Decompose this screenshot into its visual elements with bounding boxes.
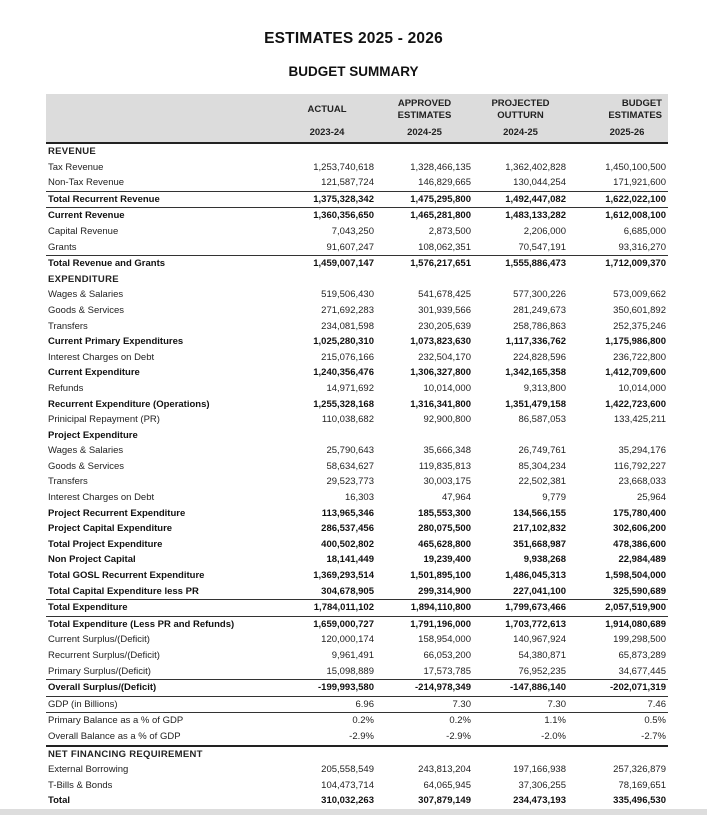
cell-projected-2024-25 <box>473 143 568 160</box>
section-header-row <box>46 746 668 763</box>
table-row <box>46 208 668 224</box>
cell-approved-2024-25: 17,573,785 <box>423 665 471 677</box>
cell-projected-2024-25: -147,886,140 <box>473 680 568 697</box>
cell-projected-2024-25: 140,967,924 <box>513 634 566 646</box>
header-blank <box>46 124 278 143</box>
section-header-row <box>46 272 668 288</box>
table-row <box>46 191 668 208</box>
cell-projected-2024-25: 1,799,673,466 <box>473 600 568 617</box>
table-row <box>46 160 668 176</box>
cell-actual-2023-24: 1,375,328,342 <box>278 191 376 208</box>
col-header-budget: BUDGET ESTIMATES <box>568 94 668 124</box>
cell-budget-2025-26: 6,685,000 <box>623 225 666 237</box>
table-row <box>46 632 668 648</box>
table-row <box>46 696 668 713</box>
cell-projected-2024-25: 7.30 <box>473 696 568 713</box>
cell-approved-2024-25: 299,314,900 <box>418 585 471 597</box>
cell-projected-2024-25: 1.1% <box>473 713 568 729</box>
table-row <box>46 664 668 680</box>
col-period-actual: 2023-24 <box>278 124 376 143</box>
table-row <box>46 365 668 381</box>
cell-budget-2025-26: 236,722,800 <box>613 351 666 363</box>
row-label: Overall Surplus/(Deficit) <box>46 680 278 697</box>
table-row <box>46 240 668 256</box>
row-label: Non-Tax Revenue <box>48 177 125 189</box>
cell-actual-2023-24: 7,043,250 <box>331 225 374 237</box>
cell-approved-2024-25: 108,062,351 <box>418 241 471 253</box>
cell-projected-2024-25: 134,566,155 <box>513 507 566 519</box>
cell-projected-2024-25: 1,492,447,082 <box>473 191 568 208</box>
table-row <box>46 287 668 303</box>
table-row <box>46 412 668 428</box>
cell-budget-2025-26: -2.7% <box>641 730 666 742</box>
cell-actual-2023-24: 1,253,740,618 <box>313 161 374 173</box>
cell-projected-2024-25: 1,362,402,828 <box>505 161 566 173</box>
cell-approved-2024-25: 2,873,500 <box>428 225 471 237</box>
cell-approved-2024-25: 19,239,400 <box>423 554 471 566</box>
cell-budget-2025-26: 0.5% <box>568 713 668 729</box>
cell-actual-2023-24: -2.9% <box>349 730 374 742</box>
cell-actual-2023-24: 104,473,714 <box>321 779 374 791</box>
cell-actual-2023-24: -199,993,580 <box>278 680 376 697</box>
table-row <box>46 600 668 617</box>
cell-projected-2024-25: 9,779 <box>542 492 566 504</box>
cell-projected-2024-25: 9,938,268 <box>523 554 566 566</box>
cell-projected-2024-25: 130,044,254 <box>513 177 566 189</box>
row-label: Capital Revenue <box>48 225 119 237</box>
cell-budget-2025-26: 478,386,600 <box>613 538 666 550</box>
cell-budget-2025-26: 1,422,723,600 <box>605 398 666 410</box>
cell-budget-2025-26: 2,057,519,900 <box>568 600 668 617</box>
cell-approved-2024-25: 66,053,200 <box>423 650 471 661</box>
table-row <box>46 334 668 350</box>
row-label: Tax Revenue <box>48 161 104 173</box>
cell-approved-2024-25: 465,628,800 <box>418 538 471 550</box>
cell-budget-2025-26: 1,175,986,800 <box>605 336 666 348</box>
cell-budget-2025-26: 34,677,445 <box>618 665 666 677</box>
col-header-projected: PROJECTED OUTTURN <box>473 94 568 124</box>
cell-approved-2024-25: 232,504,170 <box>418 351 471 363</box>
cell-approved-2024-25 <box>376 272 473 288</box>
cell-budget-2025-26: 302,606,200 <box>613 523 666 535</box>
cell-approved-2024-25: 1,501,895,100 <box>410 570 471 582</box>
cell-projected-2024-25: 70,547,191 <box>518 241 566 253</box>
row-label: External Borrowing <box>48 764 129 776</box>
cell-budget-2025-26: 1,622,022,100 <box>568 191 668 208</box>
table-row <box>46 506 668 522</box>
table-body <box>46 143 668 809</box>
cell-actual-2023-24: 121,587,724 <box>321 177 374 189</box>
row-label: Primary Surplus/(Deficit) <box>48 665 151 677</box>
row-label: Wages & Salaries <box>48 445 124 457</box>
cell-approved-2024-25 <box>376 746 473 763</box>
cell-budget-2025-26: 257,326,879 <box>613 764 666 776</box>
cell-approved-2024-25: 10,014,000 <box>423 382 471 394</box>
table-row <box>46 224 668 240</box>
document-subtitle: BUDGET SUMMARY <box>288 64 419 79</box>
cell-budget-2025-26: 175,780,400 <box>613 507 666 519</box>
cell-approved-2024-25: 1,475,295,800 <box>376 191 473 208</box>
cell-approved-2024-25: 243,813,204 <box>418 764 471 776</box>
cell-actual-2023-24: 120,000,174 <box>321 634 374 646</box>
row-label: Interest Charges on Debt <box>48 492 155 504</box>
table-row <box>46 537 668 553</box>
cell-budget-2025-26 <box>568 428 668 444</box>
header-blank <box>46 94 278 124</box>
row-label: Project Capital Expenditure <box>48 523 173 535</box>
row-label: REVENUE <box>48 146 97 157</box>
cell-approved-2024-25: 158,954,000 <box>418 634 471 646</box>
row-label: Grants <box>48 241 77 253</box>
cell-projected-2024-25: 1,351,479,158 <box>505 398 566 410</box>
table-row <box>46 303 668 319</box>
cell-approved-2024-25: 1,306,327,800 <box>410 367 471 379</box>
cell-approved-2024-25: 1,465,281,800 <box>376 208 473 224</box>
table-row <box>46 521 668 537</box>
cell-budget-2025-26 <box>568 143 668 160</box>
cell-budget-2025-26: 22,984,489 <box>618 554 666 566</box>
cell-actual-2023-24: 1,369,293,514 <box>313 570 374 582</box>
table-row <box>46 490 668 506</box>
row-label: Prinicipal Repayment (PR) <box>48 414 160 426</box>
cell-budget-2025-26: 1,598,504,000 <box>605 570 666 582</box>
document-title: ESTIMATES 2025 - 2026 <box>264 30 443 47</box>
row-label: T-Bills & Bonds <box>48 779 113 791</box>
table-row <box>46 175 668 191</box>
row-label: Current Primary Expenditures <box>48 336 184 348</box>
col-period-approved: 2024-25 <box>376 124 473 143</box>
cell-actual-2023-24: 1,255,328,168 <box>313 398 374 410</box>
table-row <box>46 397 668 413</box>
cell-actual-2023-24: 1,025,280,310 <box>313 336 374 348</box>
row-label: Goods & Services <box>48 460 125 472</box>
cell-approved-2024-25: 280,075,500 <box>418 523 471 535</box>
cell-approved-2024-25: -214,978,349 <box>376 680 473 697</box>
cell-approved-2024-25 <box>376 143 473 160</box>
cell-actual-2023-24: 0.2% <box>278 713 376 729</box>
row-label: Current Surplus/(Deficit) <box>48 634 150 646</box>
table-row <box>46 680 668 697</box>
cell-actual-2023-24: 1,240,356,476 <box>313 367 374 379</box>
cell-approved-2024-25: 47,964 <box>441 492 471 504</box>
cell-projected-2024-25: 22,502,381 <box>518 476 566 488</box>
cell-projected-2024-25: 351,668,987 <box>513 538 566 550</box>
cell-projected-2024-25: 85,304,234 <box>518 460 566 472</box>
row-label: Total Project Expenditure <box>48 538 163 550</box>
cell-budget-2025-26: 1,914,080,689 <box>568 616 668 632</box>
table-row <box>46 443 668 459</box>
row-label: Interest Charges on Debt <box>48 351 155 363</box>
cell-budget-2025-26: 325,590,689 <box>613 585 666 597</box>
cell-approved-2024-25: 146,829,665 <box>418 177 471 189</box>
cell-budget-2025-26: 93,316,270 <box>618 241 666 253</box>
cell-budget-2025-26: 133,425,211 <box>613 414 666 426</box>
cell-budget-2025-26 <box>568 746 668 763</box>
row-label: Transfers <box>48 320 88 332</box>
cell-budget-2025-26: 1,450,100,500 <box>605 161 666 173</box>
cell-actual-2023-24: 16,303 <box>344 492 374 504</box>
cell-budget-2025-26: 65,873,289 <box>618 650 666 661</box>
cell-actual-2023-24: 304,678,905 <box>321 585 374 597</box>
cell-actual-2023-24: 9,961,491 <box>331 650 374 661</box>
table-row <box>46 778 668 794</box>
cell-approved-2024-25: 64,065,945 <box>423 779 471 791</box>
cell-budget-2025-26: 1,612,008,100 <box>568 208 668 224</box>
cell-approved-2024-25: 541,678,425 <box>418 289 471 301</box>
cell-budget-2025-26: 1,712,009,370 <box>568 256 668 272</box>
cell-approved-2024-25: 1,576,217,651 <box>376 256 473 272</box>
table-row <box>46 319 668 335</box>
cell-actual-2023-24: 1,459,007,147 <box>278 256 376 272</box>
row-label: Total <box>48 795 70 807</box>
col-period-budget: 2025-26 <box>568 124 668 143</box>
cell-actual-2023-24: 215,076,166 <box>321 351 374 363</box>
cell-actual-2023-24: 286,537,456 <box>321 523 374 535</box>
row-label: EXPENDITURE <box>48 273 119 285</box>
row-label: Non Project Capital <box>48 554 136 566</box>
cell-projected-2024-25: 227,041,100 <box>513 585 566 597</box>
cell-actual-2023-24 <box>278 428 376 444</box>
cell-projected-2024-25: 281,249,673 <box>513 304 566 316</box>
cell-actual-2023-24: 205,558,549 <box>321 764 374 776</box>
cell-budget-2025-26 <box>568 272 668 288</box>
cell-projected-2024-25: 9,313,800 <box>523 382 566 394</box>
cell-actual-2023-24: 110,038,682 <box>321 414 374 426</box>
cell-actual-2023-24: 519,506,430 <box>321 289 374 301</box>
cell-projected-2024-25: 234,473,193 <box>513 795 566 807</box>
col-header-approved: APPROVED ESTIMATES <box>376 94 473 124</box>
cell-approved-2024-25: 1,791,196,000 <box>376 616 473 632</box>
cell-approved-2024-25: 185,553,300 <box>418 507 471 519</box>
cell-projected-2024-25: -2.0% <box>541 730 566 742</box>
row-label: Total Recurrent Revenue <box>46 191 278 208</box>
cell-projected-2024-25: 2,206,000 <box>523 225 566 237</box>
cell-budget-2025-26: 35,294,176 <box>618 445 666 457</box>
row-label: Project Recurrent Expenditure <box>48 507 186 519</box>
cell-approved-2024-25: 1,316,341,800 <box>410 398 471 410</box>
row-label: Recurrent Expenditure (Operations) <box>48 398 210 410</box>
cell-projected-2024-25: 1,555,886,473 <box>473 256 568 272</box>
cell-actual-2023-24: 234,081,598 <box>321 320 374 332</box>
cell-actual-2023-24: 15,098,889 <box>326 665 374 677</box>
cell-projected-2024-25: 577,300,226 <box>513 289 566 301</box>
cell-budget-2025-26: 350,601,892 <box>613 304 666 316</box>
cell-projected-2024-25: 76,952,235 <box>518 665 566 677</box>
table-row <box>46 713 668 729</box>
col-period-projected: 2024-25 <box>473 124 568 143</box>
cell-projected-2024-25 <box>473 272 568 288</box>
cell-actual-2023-24: 271,692,283 <box>321 304 374 316</box>
table-row <box>46 381 668 397</box>
cell-projected-2024-25 <box>473 746 568 763</box>
row-label: Total Capital Expenditure less PR <box>48 585 199 597</box>
row-label: Recurrent Surplus/(Deficit) <box>48 650 160 661</box>
cell-actual-2023-24: 14,971,692 <box>326 382 374 394</box>
row-label: Total Revenue and Grants <box>46 256 278 272</box>
page-bottom-edge <box>0 809 707 815</box>
table-row <box>46 793 668 809</box>
cell-projected-2024-25: 224,828,596 <box>513 351 566 363</box>
cell-projected-2024-25: 1,483,133,282 <box>473 208 568 224</box>
table-row <box>46 729 668 746</box>
table-row <box>46 459 668 475</box>
cell-actual-2023-24: 1,659,000,727 <box>278 616 376 632</box>
cell-approved-2024-25: 1,328,466,135 <box>410 161 471 173</box>
cell-budget-2025-26: -202,071,319 <box>568 680 668 697</box>
cell-actual-2023-24: 29,523,773 <box>326 476 374 488</box>
cell-approved-2024-25: 7.30 <box>376 696 473 713</box>
cell-approved-2024-25: 307,879,149 <box>418 795 471 807</box>
row-label: Total GOSL Recurrent Expenditure <box>48 570 205 582</box>
table-row <box>46 762 668 778</box>
cell-actual-2023-24 <box>278 143 376 160</box>
cell-budget-2025-26: 199,298,500 <box>613 634 666 646</box>
cell-projected-2024-25 <box>473 428 568 444</box>
cell-budget-2025-26: 1,412,709,600 <box>605 367 666 379</box>
table-row <box>46 428 668 444</box>
cell-actual-2023-24 <box>278 272 376 288</box>
cell-projected-2024-25: 1,342,165,358 <box>505 367 566 379</box>
cell-approved-2024-25: 119,835,813 <box>418 460 471 472</box>
cell-actual-2023-24: 113,965,346 <box>321 507 374 519</box>
cell-actual-2023-24: 1,784,011,102 <box>278 600 376 617</box>
cell-budget-2025-26: 25,964 <box>636 492 666 504</box>
cell-actual-2023-24: 310,032,263 <box>321 795 374 807</box>
cell-budget-2025-26: 116,792,227 <box>613 460 666 472</box>
cell-projected-2024-25: 86,587,053 <box>518 414 566 426</box>
cell-projected-2024-25: 197,166,938 <box>513 764 566 776</box>
cell-projected-2024-25: 26,749,761 <box>518 445 566 457</box>
table-row <box>46 584 668 600</box>
cell-projected-2024-25: 1,703,772,613 <box>473 616 568 632</box>
cell-approved-2024-25: 30,003,175 <box>423 476 471 488</box>
cell-actual-2023-24: 91,607,247 <box>326 241 374 253</box>
budget-summary-table <box>46 94 668 809</box>
cell-budget-2025-26: 7.46 <box>568 696 668 713</box>
cell-budget-2025-26: 23,668,033 <box>618 476 666 488</box>
row-label: Wages & Salaries <box>48 289 124 301</box>
cell-approved-2024-25: -2.9% <box>446 730 471 742</box>
cell-approved-2024-25: 1,073,823,630 <box>410 336 471 348</box>
cell-actual-2023-24: 400,502,802 <box>321 538 374 550</box>
cell-actual-2023-24: 6.96 <box>278 696 376 713</box>
row-label: Overall Balance as a % of GDP <box>48 730 181 742</box>
cell-budget-2025-26: 573,009,662 <box>613 289 666 301</box>
row-label: Current Expenditure <box>48 367 140 379</box>
table-header <box>46 94 668 143</box>
table-row <box>46 552 668 568</box>
cell-actual-2023-24: 25,790,643 <box>326 445 374 457</box>
cell-projected-2024-25: 258,786,863 <box>513 320 566 332</box>
cell-actual-2023-24: 58,634,627 <box>326 460 374 472</box>
table-row <box>46 648 668 664</box>
row-label: GDP (in Billions) <box>46 696 278 713</box>
cell-approved-2024-25: 1,894,110,800 <box>376 600 473 617</box>
cell-budget-2025-26: 252,375,246 <box>613 320 666 332</box>
table-row <box>46 616 668 632</box>
row-label: Total Expenditure (Less PR and Refunds) <box>46 616 278 632</box>
table-row <box>46 350 668 366</box>
cell-budget-2025-26: 335,496,530 <box>613 795 666 807</box>
col-header-actual: ACTUAL <box>278 94 376 124</box>
cell-projected-2024-25: 1,486,045,313 <box>505 570 566 582</box>
row-label: NET FINANCING REQUIREMENT <box>46 746 278 763</box>
cell-approved-2024-25: 301,939,566 <box>418 304 471 316</box>
cell-projected-2024-25: 1,117,336,762 <box>505 336 566 348</box>
cell-actual-2023-24 <box>278 746 376 763</box>
table-row <box>46 256 668 272</box>
row-label: Project Expenditure <box>48 429 138 441</box>
row-label: Goods & Services <box>48 304 125 316</box>
table-row <box>46 474 668 490</box>
cell-budget-2025-26: 10,014,000 <box>618 382 666 394</box>
cell-projected-2024-25: 217,102,832 <box>513 523 566 535</box>
cell-budget-2025-26: 171,921,600 <box>613 177 666 189</box>
cell-projected-2024-25: 37,306,255 <box>518 779 566 791</box>
cell-actual-2023-24: 1,360,356,650 <box>278 208 376 224</box>
table-row <box>46 568 668 584</box>
cell-approved-2024-25: 0.2% <box>376 713 473 729</box>
cell-approved-2024-25: 92,900,800 <box>423 414 471 426</box>
section-header-row <box>46 143 668 160</box>
cell-approved-2024-25 <box>376 428 473 444</box>
cell-approved-2024-25: 230,205,639 <box>418 320 471 332</box>
cell-approved-2024-25: 35,666,348 <box>423 445 471 457</box>
cell-budget-2025-26: 78,169,651 <box>618 779 666 791</box>
row-label: Refunds <box>48 382 84 394</box>
row-label: Total Expenditure <box>46 600 278 617</box>
cell-projected-2024-25: 54,380,871 <box>518 650 566 661</box>
row-label: Current Revenue <box>46 208 278 224</box>
row-label: Transfers <box>48 476 88 488</box>
row-label: Primary Balance as a % of GDP <box>46 713 278 729</box>
cell-actual-2023-24: 18,141,449 <box>326 554 374 566</box>
